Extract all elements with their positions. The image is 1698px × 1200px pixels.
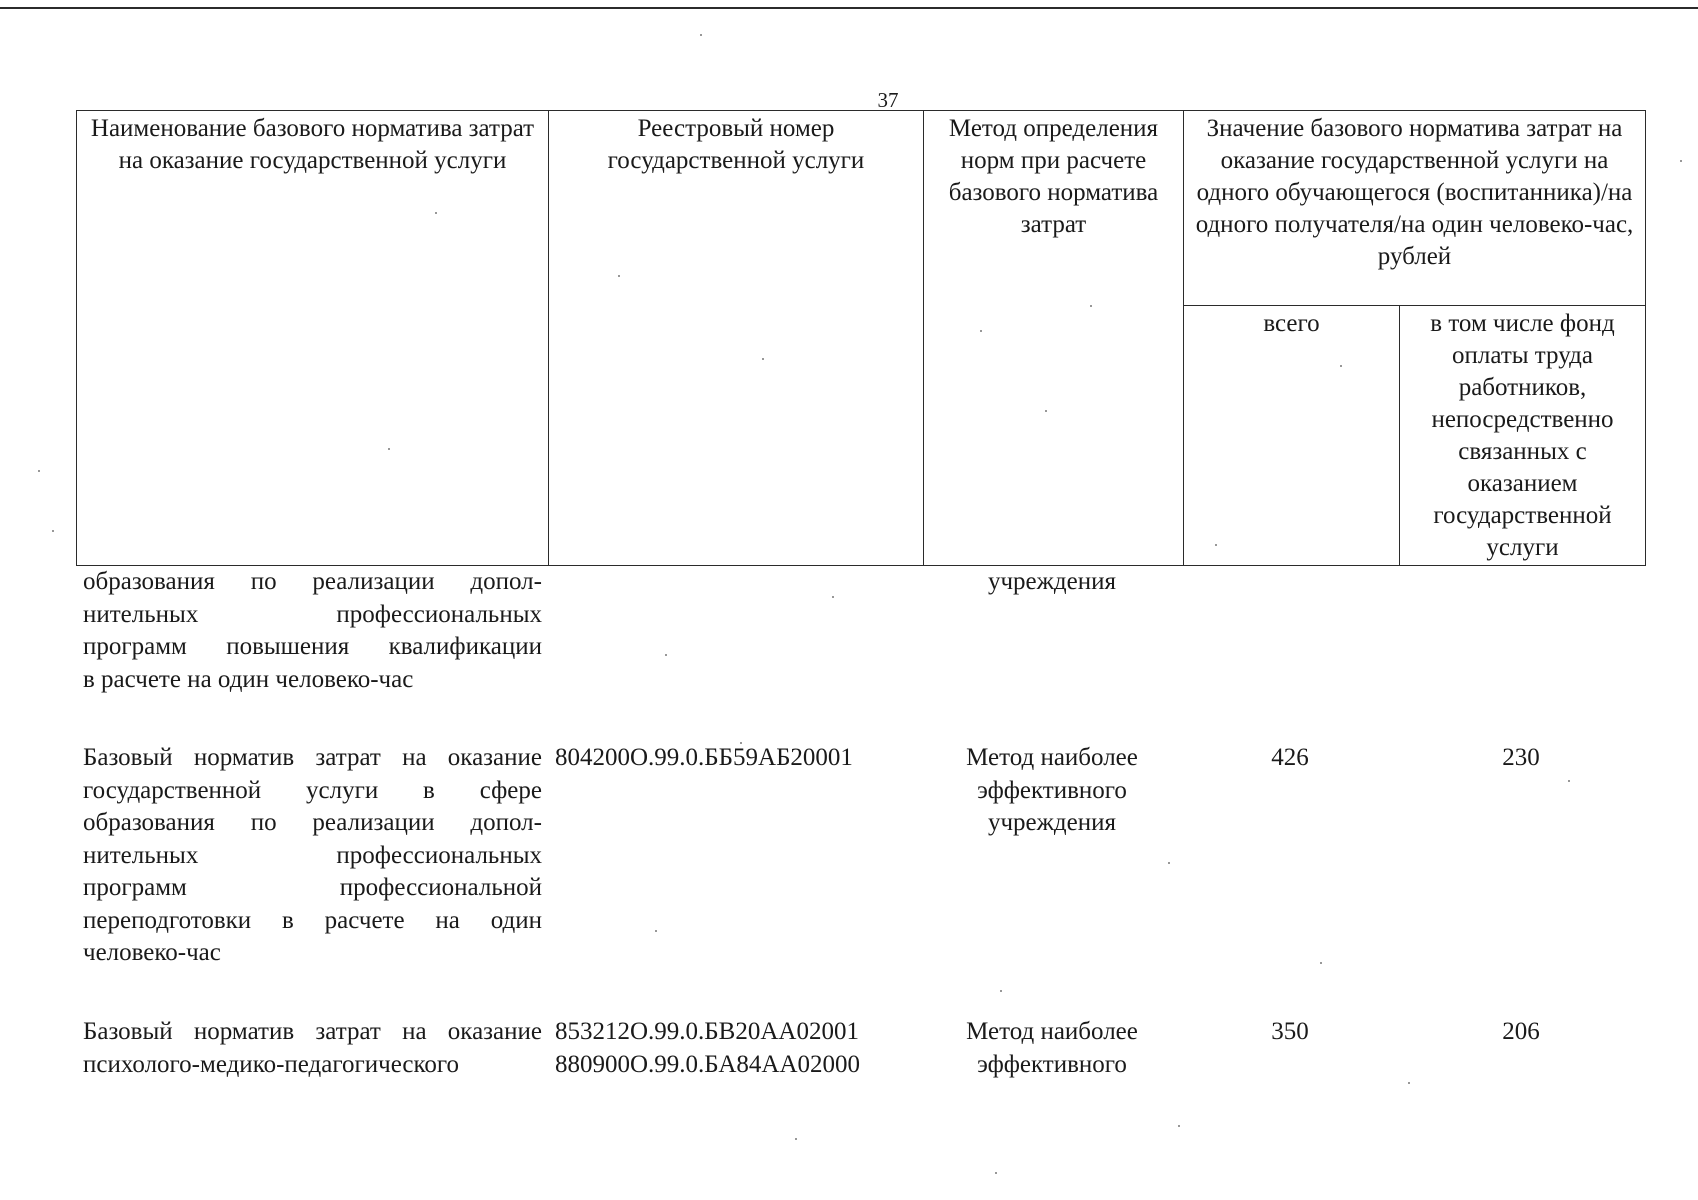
scan-speck [995, 1172, 997, 1174]
row-1-name-line: нительных профессиональных [83, 841, 542, 869]
row-2-total: 350 [1271, 1018, 1309, 1045]
row-2-name-line: Базовый норматив затрат на оказание [83, 1018, 542, 1045]
row-2-name-line: психолого-медико-педагогического [83, 1050, 460, 1078]
row-1-method: Метод наиболее эффективного учреждения [966, 744, 1138, 836]
scan-speck [762, 358, 764, 360]
scan-speck [435, 212, 437, 214]
row-0-name-line: образования по реализации допол- [83, 568, 542, 595]
scan-speck [1178, 1125, 1180, 1127]
row-1-name-line: человеко-час [83, 939, 221, 966]
row-1-name [83, 742, 542, 970]
row-1-name-line: государственной услуги в сфере [83, 776, 542, 804]
scan-speck [52, 530, 54, 532]
row-1-name-line: программ профессиональной [83, 874, 542, 901]
scan-speck [38, 470, 40, 472]
scan-speck [1408, 1082, 1410, 1084]
header-table [76, 110, 1646, 566]
row-1-name-line: образования по реализации допол- [83, 809, 542, 836]
scan-speck [1320, 962, 1322, 964]
scan-speck [832, 596, 834, 598]
row-2-method: Метод наиболее эффективного [966, 1018, 1138, 1078]
scan-speck [795, 1138, 797, 1140]
scan-speck [700, 34, 702, 36]
row-2-registry-number: 880900О.99.0.БА84АА02000 [555, 1050, 860, 1078]
page-number: 37 [877, 88, 899, 112]
row-1-total: 426 [1271, 744, 1309, 771]
scan-speck [980, 330, 982, 332]
row-0-name-line: нительных профессиональных [83, 600, 542, 628]
scan-speck [655, 930, 657, 932]
scan-speck [388, 448, 390, 450]
top-rule [0, 7, 1698, 9]
scan-speck [1000, 990, 1002, 992]
row-2-fot: 206 [1502, 1018, 1540, 1045]
header-registry-column: Реестровый номер государственной услуги [549, 111, 924, 566]
row-2-registry [555, 1016, 915, 1081]
scan-speck [1680, 160, 1682, 162]
row-0-name [83, 566, 542, 696]
header-fot-subcolumn: в том числе фонд оплаты труда работников, непосредственно связанных с оказанием государственной услуги [1400, 306, 1646, 566]
scan-speck [1215, 544, 1217, 546]
row-2-registry-number: 853212О.99.0.БВ20АА02001 [555, 1018, 859, 1045]
scan-speck [1340, 365, 1342, 367]
row-1-name-line: Базовый норматив затрат на оказание [83, 744, 542, 771]
header-value-column: Значение базового норматива затрат на оказание государственной услуги на одного обучающегося (воспитанника)/на одного получателя/на один человеко-час, рублей [1184, 111, 1646, 306]
scan-speck [1168, 862, 1170, 864]
header-name-column: Наименование базового норматива затрат на оказание государственной услуги [77, 111, 549, 566]
row-0-name-line: программ повышения квалификации [83, 633, 542, 660]
row-1-fot: 230 [1502, 744, 1540, 771]
scan-speck [740, 742, 742, 744]
row-1-registry-number: 804200О.99.0.ББ59АБ20001 [555, 744, 853, 771]
scan-speck [1090, 305, 1092, 307]
scan-speck [665, 654, 667, 656]
row-0-name-line: в расчете на один человеко-час [83, 665, 414, 693]
header-total-subcolumn: всего [1184, 306, 1400, 566]
scan-speck [1568, 780, 1570, 782]
row-1-name-line: переподготовки в расчете на один [83, 906, 542, 934]
scan-speck [1045, 410, 1047, 412]
header-method-column: Метод определения норм при расчете базового норматива затрат [924, 111, 1184, 566]
row-2-name [83, 1016, 542, 1081]
row-0-method: учреждения [987, 568, 1116, 595]
scan-speck [618, 275, 620, 277]
row-1-registry [555, 742, 915, 775]
